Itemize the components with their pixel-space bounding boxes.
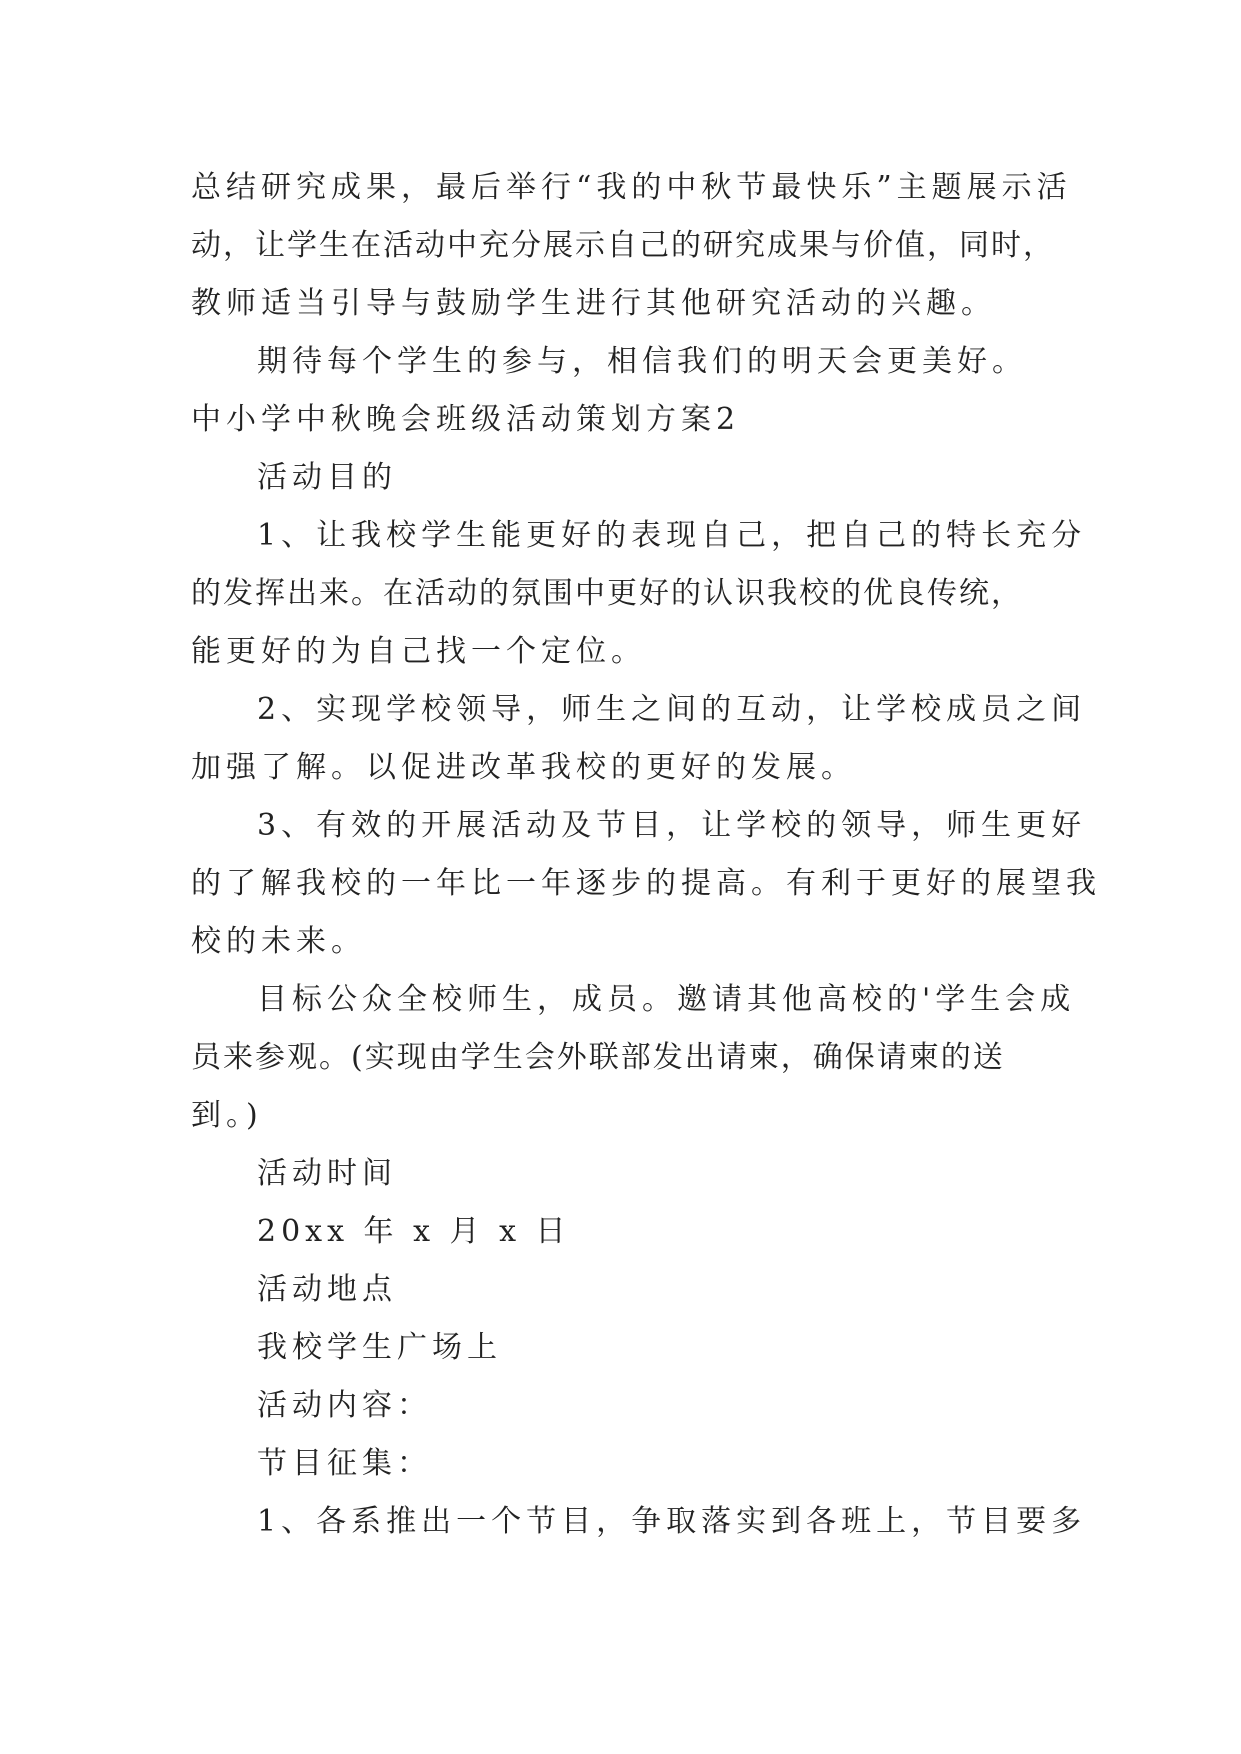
paragraph-line: 教师适当引导与鼓励学生进行其他研究活动的兴趣。 [191, 286, 996, 321]
activity-location: 我校学生广场上 [257, 1330, 502, 1365]
paragraph-line: 的了解我校的一年比一年逐步的提高。有利于更好的展望我 [191, 866, 1101, 901]
paragraph-line: 3、有效的开展活动及节目，让学校的领导，师生更好 [257, 808, 1087, 843]
activity-date: 20xx 年 x 月 x 日 [257, 1214, 571, 1249]
heading-program-collection: 节目征集： [257, 1446, 432, 1481]
heading-activity-content: 活动内容： [257, 1388, 432, 1423]
paragraph-line: 动，让学生在活动中充分展示自己的研究成果与价值，同时， [191, 228, 1055, 263]
paragraph-line: 总结研究成果，最后举行“我的中秋节最快乐”主题展示活 [191, 170, 1072, 205]
paragraph-line: 加强了解。以促进改革我校的更好的发展。 [191, 750, 856, 785]
paragraph-line: 校的未来。 [191, 924, 366, 959]
paragraph-line: 目标公众全校师生，成员。邀请其他高校的'学生会成 [257, 982, 1076, 1017]
paragraph-line: 的发挥出来。在活动的氛围中更好的认识我校的优良传统， [191, 576, 1023, 611]
paragraph-line: 能更好的为自己找一个定位。 [191, 634, 646, 669]
paragraph-line: 1、各系推出一个节目，争取落实到各班上，节目要多 [257, 1504, 1087, 1539]
paragraph-line: 1、让我校学生能更好的表现自己，把自己的特长充分 [257, 518, 1087, 553]
heading-activity-purpose: 活动目的 [257, 460, 397, 495]
paragraph-line: 期待每个学生的参与，相信我们的明天会更美好。 [257, 344, 1027, 379]
paragraph-line: 到。) [191, 1098, 263, 1133]
paragraph-line: 员来参观。(实现由学生会外联部发出请柬，确保请柬的送 [191, 1040, 1005, 1075]
paragraph-line: 2、实现学校领导，师生之间的互动，让学校成员之间 [257, 692, 1087, 727]
section-title: 中小学中秋晚会班级活动策划方案2 [191, 402, 741, 437]
heading-activity-location: 活动地点 [257, 1272, 397, 1307]
heading-activity-time: 活动时间 [257, 1156, 397, 1191]
